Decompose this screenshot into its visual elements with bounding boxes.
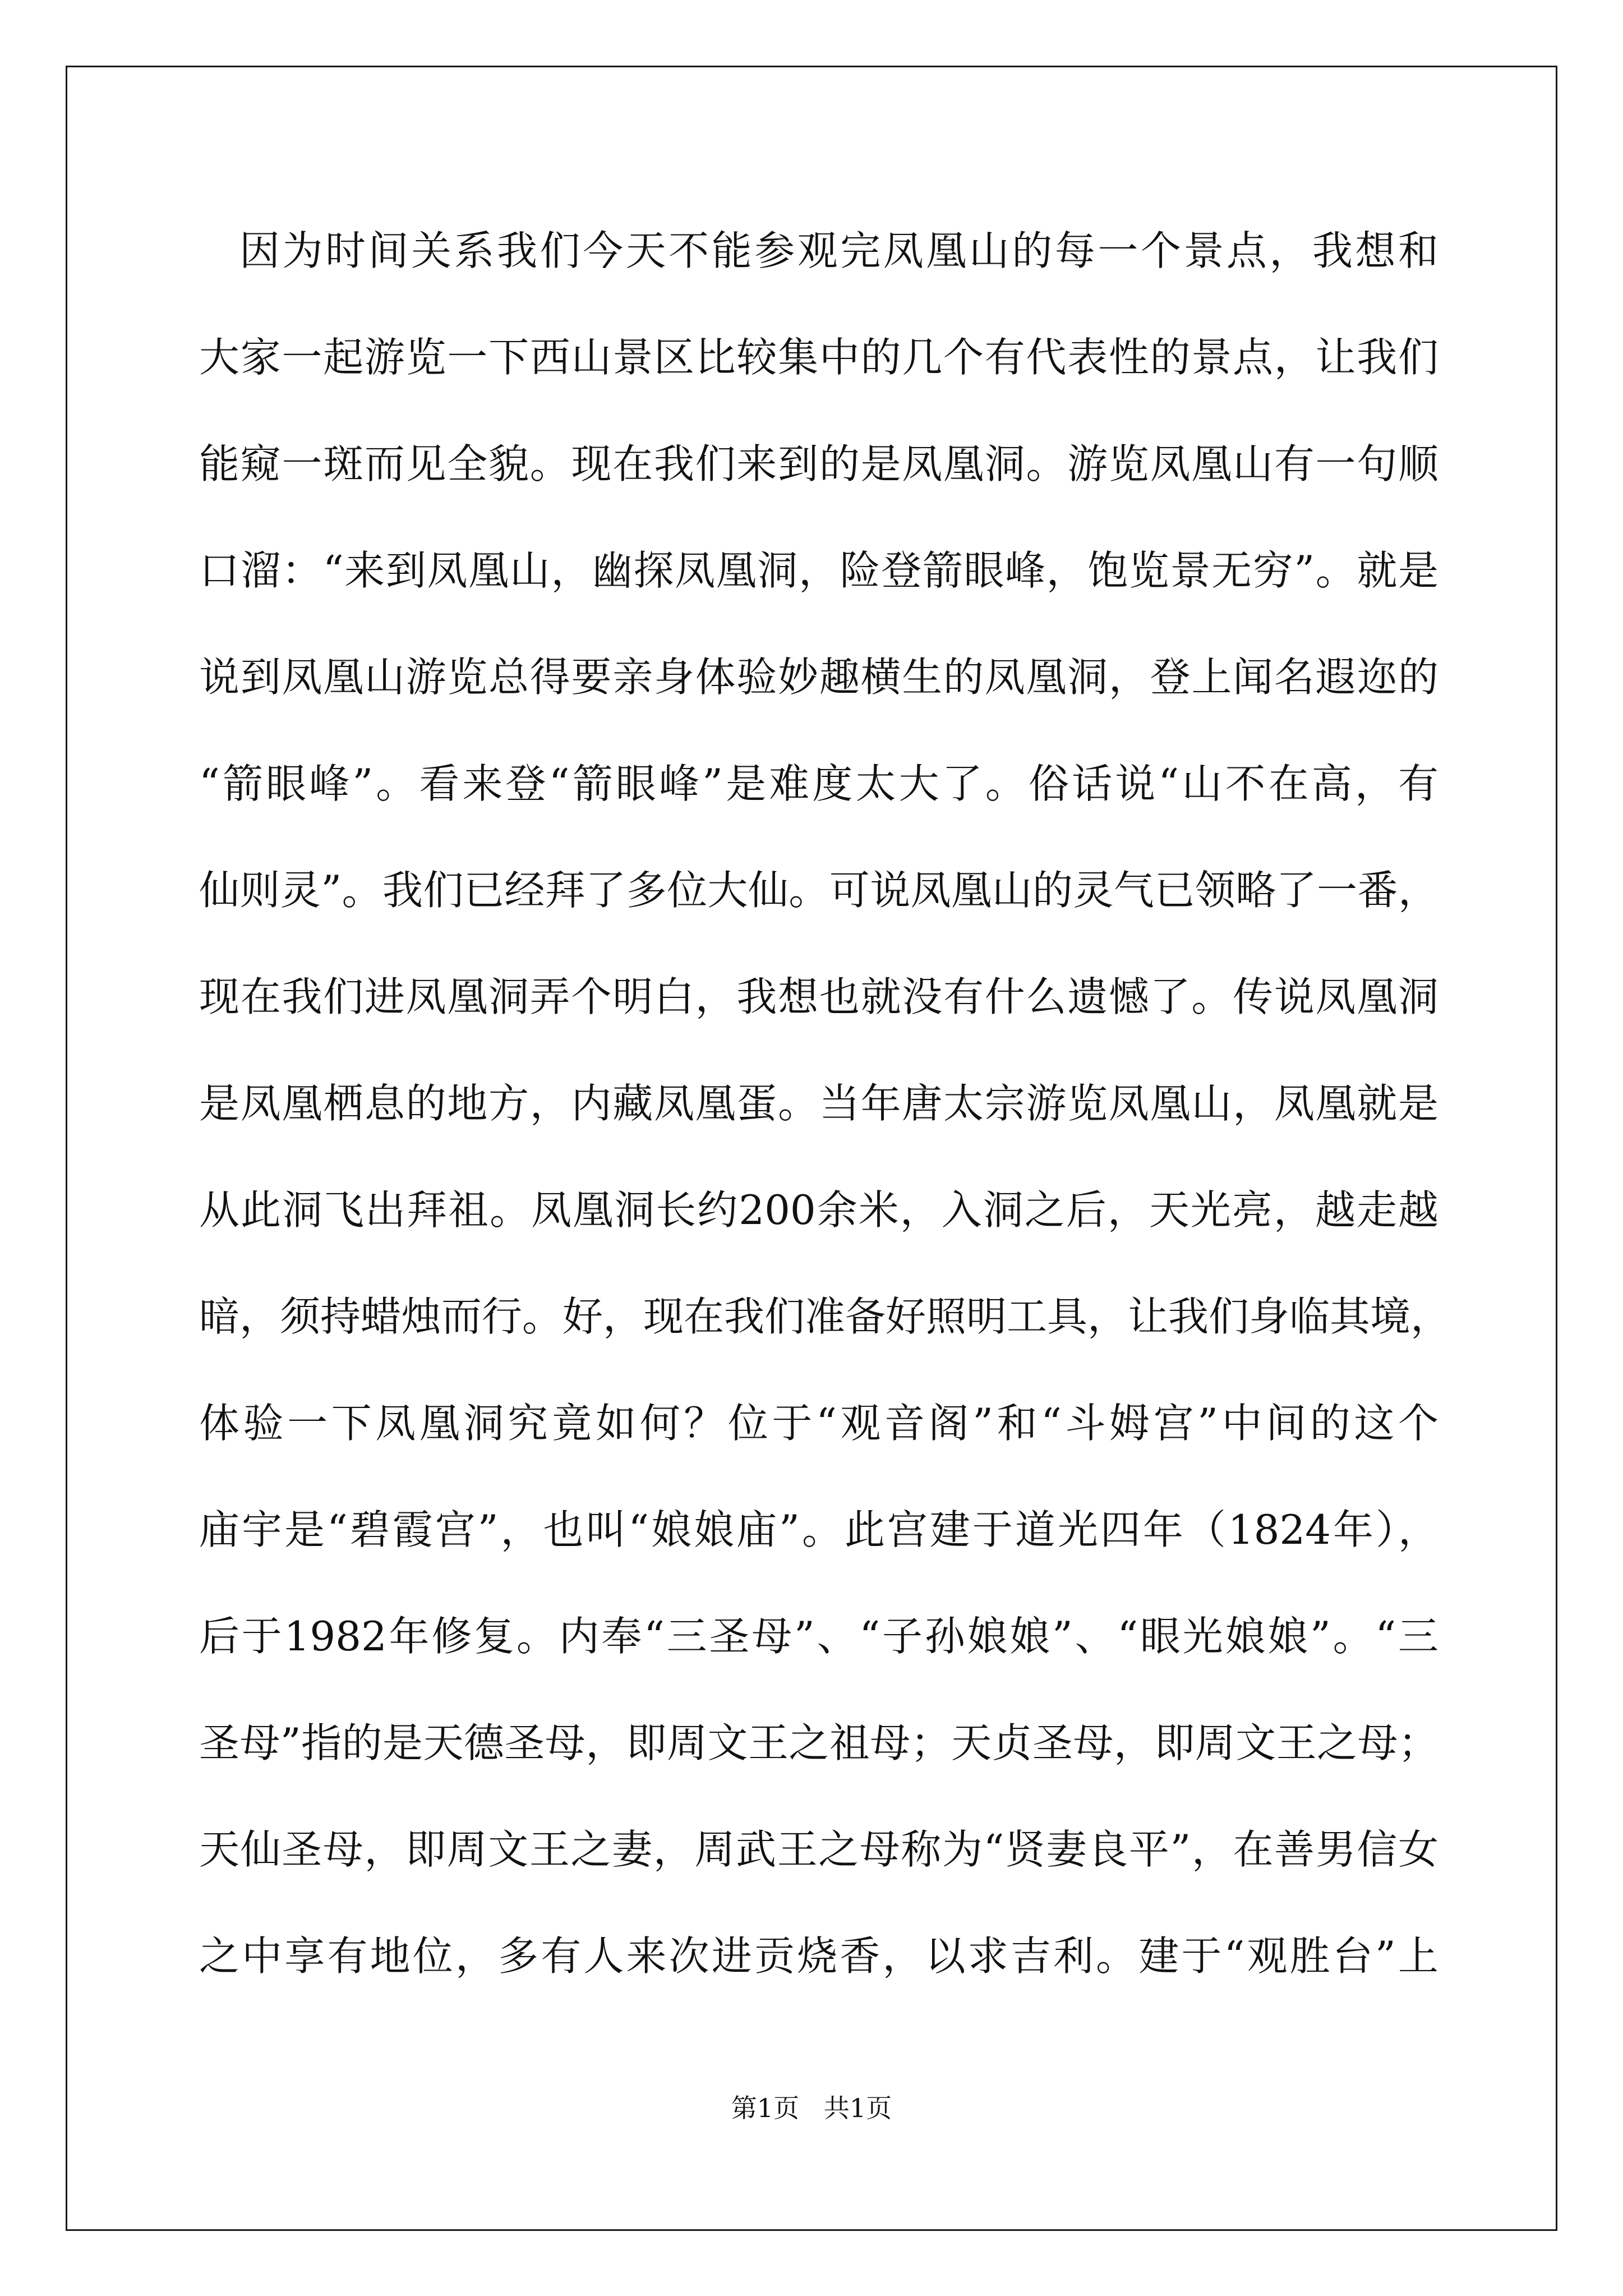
text-line: 口溜：“来到凤凰山，幽探凤凰洞，险登箭眼峰，饱览景无穷”。就是 xyxy=(199,547,1438,594)
text-line: 之中享有地位，多有人来次进贡烧香，以求吉利。建于“观胜台”上 xyxy=(199,1932,1438,1980)
text-line: 是凤凰栖息的地方，内藏凤凰蛋。当年唐太宗游览凤凰山，凤凰就是 xyxy=(199,1080,1438,1127)
text-line: 后于1982年修复。内奉“三圣母”、“子孙娘娘”、“眼光娘娘”。“三 xyxy=(199,1613,1438,1660)
text-line: “箭眼峰”。看来登“箭眼峰”是难度太大了。俗话说“山不在高，有 xyxy=(199,760,1438,807)
text-line: 从此洞飞出拜祖。凤凰洞长约200余米，入洞之后，天光亮，越走越 xyxy=(199,1186,1438,1234)
document-body xyxy=(199,220,1451,2032)
text-line: 大家一起游览一下西山景区比较集中的几个有代表性的景点，让我们 xyxy=(199,334,1438,381)
text-line: 圣母”指的是天德圣母，即周文王之祖母；天贞圣母，即周文王之母； xyxy=(199,1719,1438,1766)
text-line: 仙则灵”。我们已经拜了多位大仙。可说凤凰山的灵气已领略了一番， xyxy=(199,867,1438,914)
text-line: 体验一下凤凰洞究竟如何？位于“观音阁”和“斗姆宫”中间的这个 xyxy=(199,1400,1438,1447)
text-line: 能窥一斑而见全貌。现在我们来到的是凤凰洞。游览凤凰山有一句顺 xyxy=(199,440,1438,487)
text-line: 天仙圣母，即周文王之妻，周武王之母称为“贤妻良平”，在善男信女 xyxy=(199,1826,1438,1873)
text-line: 现在我们进凤凰洞弄个明白，我想也就没有什么遗憾了。传说凤凰洞 xyxy=(199,973,1438,1020)
text-line: 庙宇是“碧霞宫”，也叫“娘娘庙”。此宫建于道光四年（1824年）， xyxy=(199,1506,1438,1553)
page-footer: 第1页 共1页 xyxy=(731,2093,892,2123)
text-line: 说到凤凰山游览总得要亲身体验妙趣横生的凤凰洞，登上闻名遐迩的 xyxy=(199,654,1438,701)
text-line: 暗，须持蜡烛而行。好，现在我们准备好照明工具，让我们身临其境， xyxy=(199,1293,1451,1340)
text-line: 因为时间关系我们今天不能参观完凤凰山的每一个景点，我想和 xyxy=(239,227,1438,274)
